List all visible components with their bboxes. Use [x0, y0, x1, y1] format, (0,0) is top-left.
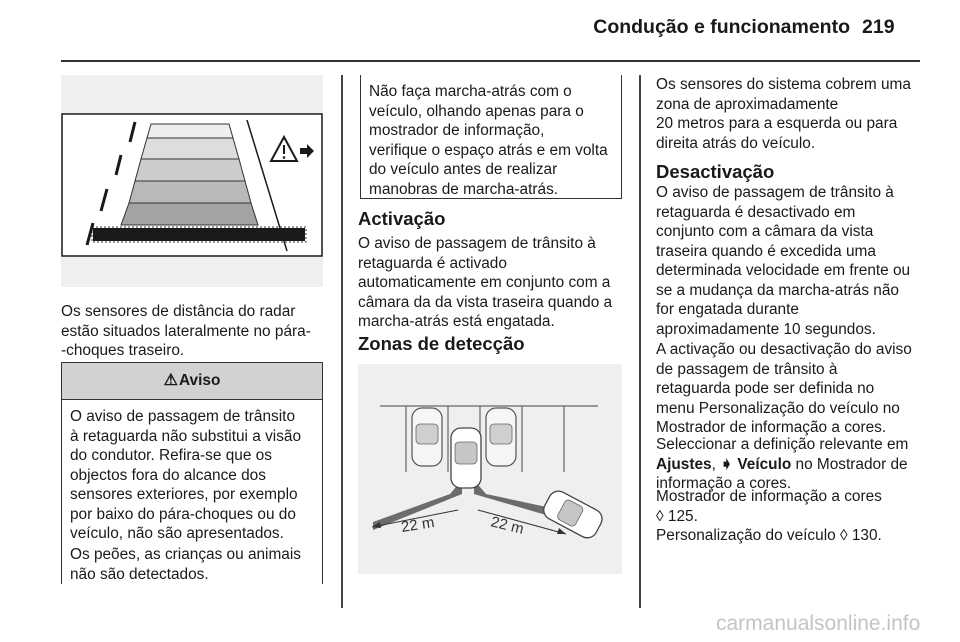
warning-triangle-icon: ⚠	[163, 372, 178, 389]
page-number: 219	[862, 16, 895, 38]
text-line: à retaguarda não substitui a visão	[70, 427, 302, 445]
text-line	[656, 526, 882, 546]
text-line	[656, 507, 882, 527]
text-line: Mostrador de informação a cores.	[656, 419, 887, 436]
left-range-label: 22 m	[399, 513, 436, 536]
text-line: zona de aproximadamente	[656, 95, 839, 113]
settings-paragraph	[656, 340, 912, 438]
text-line: determinada velocidade em frente ou	[656, 262, 911, 279]
parked-car-left	[412, 408, 442, 466]
guide-zone-2	[141, 138, 239, 159]
separator: ,	[711, 455, 721, 473]
parked-car-right	[486, 408, 516, 466]
ref-text: Personalização do veículo	[656, 527, 840, 544]
page-header-title: Condução e funcionamento	[593, 16, 850, 38]
text-line: veículo, não são apresentados.	[70, 525, 284, 542]
camera-display-drawing	[61, 75, 323, 287]
warning-box	[61, 362, 323, 584]
text-line: Não faça marcha-atrás com o	[369, 83, 572, 100]
warning-paragraph-1	[70, 407, 301, 544]
text-line: informação a cores.	[656, 475, 792, 492]
text-line: A activação ou desactivação do aviso	[656, 341, 912, 358]
text-line: Os peões, as crianças ou animais	[70, 546, 301, 563]
radar-sensor-paragraph	[61, 302, 311, 361]
bumper-bar	[93, 228, 305, 241]
personalization-ref-paragraph	[656, 526, 882, 546]
text-line: veículo, olhando apenas para o	[369, 102, 584, 120]
menu-ajustes: Ajustes	[656, 455, 712, 473]
text-line: manobras de marcha-atrás.	[369, 180, 559, 198]
caution-note-text	[369, 82, 608, 199]
detection-zones-drawing	[358, 364, 622, 574]
approaching-car	[540, 488, 605, 542]
text-line: 20 metros para a esquerda ou para	[656, 115, 898, 132]
text-line: conjunto com a câmara da vista	[656, 223, 874, 240]
heading-activation: Activação	[358, 208, 446, 229]
text-line: retaguarda é desactivado em	[656, 203, 856, 221]
text-line: traseira quando é excedida uma	[656, 242, 876, 260]
text-line: do condutor. Refira-se que os	[70, 447, 272, 464]
text-line: de passagem de trânsito à	[656, 360, 838, 378]
deactivation-paragraph	[656, 183, 910, 339]
activation-paragraph	[358, 234, 612, 332]
heading-detection-zones: Zonas de detecção	[358, 333, 525, 354]
caution-note-box	[360, 75, 622, 199]
right-range-label: 22 m	[489, 513, 526, 538]
text-line: menu Personalização do veículo no	[656, 399, 900, 417]
text-line: direita atrás do veículo.	[656, 134, 816, 152]
text-line: se a mudança da marcha-atrás não	[656, 281, 899, 299]
text-line: Seleccionar a definição relevante em	[656, 436, 909, 453]
text-line: câmara da da vista traseira quando a	[358, 293, 613, 311]
text-line: por baixo do pára-choques ou do	[70, 505, 296, 523]
warning-title: Aviso	[179, 372, 221, 389]
text-line: O aviso de passagem de trânsito	[70, 408, 295, 425]
text-line: Os sensores do sistema cobrem uma	[656, 76, 911, 93]
text-line: estão situados lateralmente no pára-	[61, 322, 311, 340]
header-rule	[61, 60, 920, 62]
heading-deactivation: Desactivação	[656, 161, 775, 182]
display-ref-paragraph	[656, 487, 882, 526]
warning-header	[62, 362, 322, 400]
camera-display-figure	[61, 75, 323, 287]
text-line: mostrador de informação,	[369, 122, 545, 139]
text-line: marcha-atrás está engatada.	[358, 313, 555, 330]
guide-zone-1	[147, 124, 233, 138]
text-line: retaguarda pode ser definida no	[656, 380, 875, 397]
watermark: carmanualsonline.info	[716, 612, 921, 635]
page-ref-icon: ◊	[656, 507, 664, 525]
text-line: sensores exteriores, por exemplo	[70, 486, 298, 503]
menu-rest-text: no Mostrador de	[791, 455, 908, 473]
text-line: O aviso de passagem de trânsito à	[656, 184, 894, 201]
guide-zone-5	[121, 203, 258, 225]
text-line: objectos fora do alcance dos	[70, 466, 266, 484]
page-ref-icon: ◊	[839, 527, 848, 544]
reversing-car	[451, 428, 481, 488]
text-line	[656, 455, 908, 475]
text-line: verifique o espaço atrás e em volta	[369, 141, 608, 159]
coverage-paragraph	[656, 75, 911, 153]
text-line: não são detectados.	[70, 565, 209, 583]
column-rule-1	[341, 75, 343, 608]
page-ref-number: 125.	[663, 507, 698, 525]
text-line: -choques traseiro.	[61, 342, 185, 359]
page-ref-number: 130.	[847, 527, 882, 544]
text-line: do veículo antes de realizar	[369, 161, 558, 178]
text-line: O aviso de passagem de trânsito à	[358, 235, 596, 252]
warning-paragraph-2	[70, 545, 301, 584]
menu-veiculo: Veículo	[737, 455, 792, 473]
select-setting-paragraph	[656, 435, 908, 494]
text-line: aproximadamente 10 segundos.	[656, 320, 876, 338]
text-line: retaguarda é activado	[358, 254, 507, 272]
guide-zone-3	[135, 159, 245, 181]
text-line: Mostrador de informação a cores	[656, 488, 882, 505]
warning-dot	[283, 156, 286, 159]
arrowhead	[557, 528, 566, 534]
text-line: Os sensores de distância do radar	[61, 303, 296, 320]
text-line: for engatada durante	[656, 301, 799, 318]
menu-arrow-icon: ➧	[720, 455, 734, 473]
detection-zones-figure	[358, 364, 622, 574]
column-rule-2	[639, 75, 641, 608]
text-line: automaticamente em conjunto com a	[358, 274, 611, 291]
guide-zone-4	[129, 181, 251, 203]
